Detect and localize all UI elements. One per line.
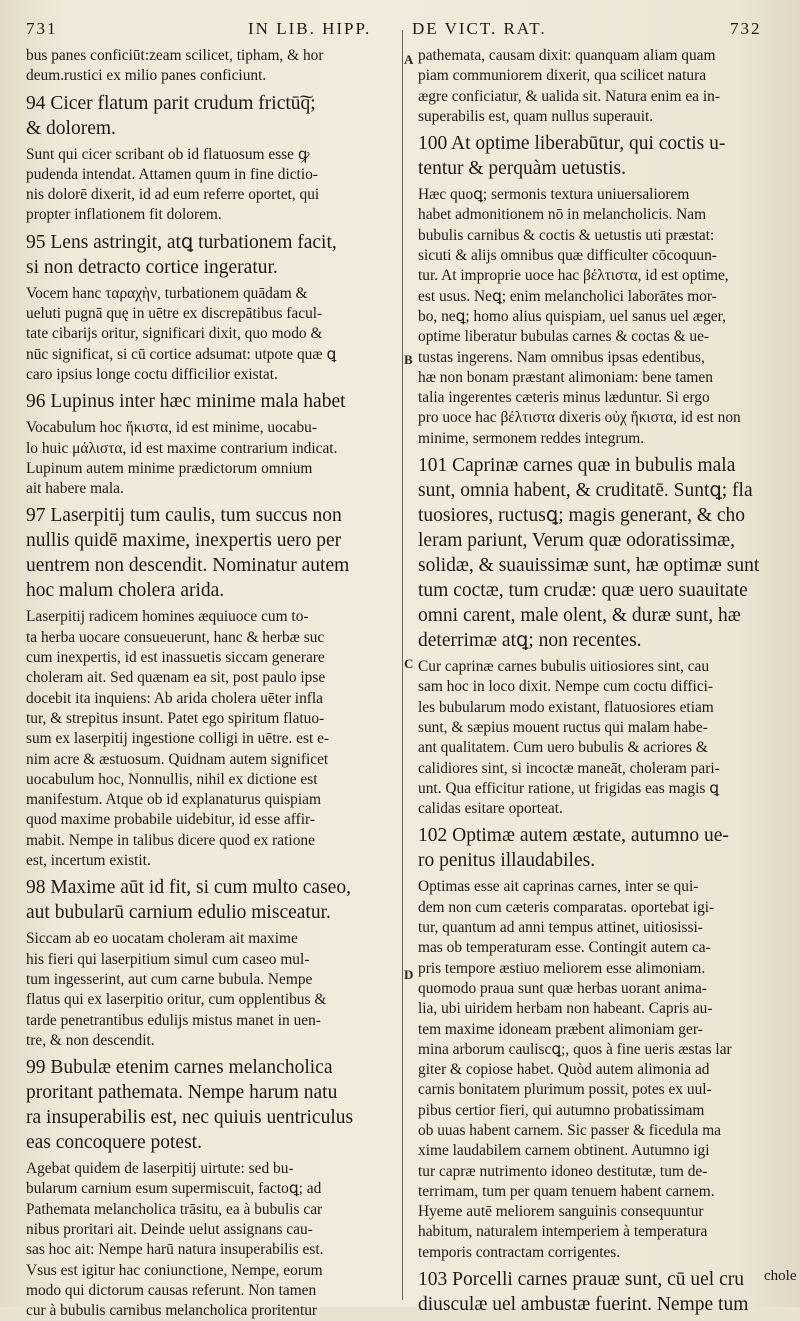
text-line: tur capræ nutrimento idoneo destitutæ, tum de- (418, 1162, 708, 1180)
text-line: 94 Cicer flatum parit crudum frictū͠q; (26, 92, 316, 114)
text-line: flatus qui ex laserpitio oritur, cum opplentibus & (26, 991, 327, 1009)
text-line: sas hoc ait: Nempe harū natura insuperabilis est. (26, 1241, 324, 1259)
commentary-block (26, 1159, 396, 1321)
text-line: proritant pathemata. Nempe harum natu (26, 1082, 338, 1104)
text-line: sunt, omnia habent, & cruditatē. Suntꝗ; fla (418, 480, 753, 502)
text-line: nūc significat, si cū cortice adsumat: utpote quæ ꝗ (26, 345, 337, 363)
text-line: ueluti pugnā quę in uētre ex discrepātibus facul- (26, 305, 323, 323)
commentary-block (26, 284, 396, 385)
right-text-column (418, 46, 788, 1316)
text-line: deum.rustici ex milio panes conficiunt. (26, 67, 267, 85)
text-line: Vocem hanc ταραχὴν, turbationem quādam & (26, 284, 308, 302)
text-line: nibus proritari ait. Deinde uelut assignans cau- (26, 1220, 313, 1238)
text-line: bularum carnium esum supermiscuit, factoꝗ; ad (26, 1180, 322, 1198)
text-line: est, incertum existit. (26, 852, 151, 870)
text-line: 99 Bubulæ etenim carnes melancholica (26, 1057, 333, 1079)
commentary-block (26, 46, 396, 87)
text-line: aut bubularū carnium edulio misceatur. (26, 902, 331, 924)
commentary-block (418, 877, 788, 1263)
text-line: 100 At optime liberabūtur, qui coctis u- (418, 133, 726, 155)
text-line: ta herba uocare consueuerunt, hanc & herbæ suc (26, 628, 325, 646)
page-number-left: 731 (26, 19, 58, 38)
text-line: habitum, naturalem intemperiem à temperatura (418, 1223, 708, 1241)
text-line: 102 Optimæ autem æstate, autumno ue- (418, 825, 729, 847)
text-line: bubulis carnibus & coctis & uetustis uti præstat: (418, 226, 715, 244)
text-line: 98 Maxime aūt id fit, si cum multo caseo, (26, 877, 351, 899)
commentary-block (26, 607, 396, 871)
text-line: choleram ait. Sed quænam ea sit, post paulo ipse (26, 669, 326, 687)
commentary-block (26, 929, 396, 1051)
text-line: mas ob temperaturam esse. Contingit autem ca- (418, 939, 711, 957)
text-line: Laserpitij radicem homines æquiuoce cum to- (26, 608, 309, 626)
running-header (0, 0, 800, 46)
aphorism-block (26, 1055, 396, 1155)
text-line: uocabulum hoc, Nonnullis, nihil ex dictione est (26, 770, 318, 788)
text-line: Lupinum autem minime prædictorum omnium (26, 459, 313, 477)
text-line: est usus. Neꝗ; enim melancholici laborātes mor- (418, 287, 717, 305)
text-line: quomodo praua sunt quæ herbas uorant anima- (418, 979, 707, 997)
text-line: piam communiorem dixerit, qua scilicet natura (418, 67, 707, 85)
text-line: les bubularum modo existant, flatuosiores etiam (418, 698, 714, 716)
text-line: hoc malum cholera arida. (26, 580, 225, 602)
aphorism-block (26, 503, 396, 603)
text-line: bus panes conficiūt:zeam scilicet, tipham, & hor (26, 47, 324, 64)
text-line: his fieri qui laserpitium simul cum caseo mul- (26, 950, 310, 968)
text-line: habet admonitionem nō in melancholicis. Nam (418, 206, 707, 224)
margin-letter-d: D (404, 967, 414, 982)
text-line: tur, quantum ad anni tempus attinet, uitiosissi- (418, 919, 703, 937)
text-line: minime, sermonem reddes integrum. (418, 429, 645, 447)
text-line: modo qui dictorum causas referunt. Non tamen (26, 1281, 317, 1299)
text-line: uentrem non descendit. Nominatur autem (26, 555, 350, 577)
text-line: sunt, & sæpius mouent ructus qui malam habe- (418, 718, 708, 736)
text-line: tate cibarijs oritur, significari dixit, quo modo & (26, 325, 323, 343)
left-text-column (26, 46, 396, 1320)
text-line: diusculæ uel ambustæ fuerint. Nempe tum (418, 1294, 749, 1316)
text-line: pibus certior fieri, qui autumno probatissimam (418, 1101, 705, 1119)
text-line: lo huic μάλιστα, id est maxime contrarium indicat. (26, 439, 338, 457)
column-divider (402, 30, 403, 1300)
running-head-right: DE VICT. RAT. (412, 19, 547, 38)
commentary-block (418, 46, 788, 127)
text-line: eas concoquere potest. (26, 1132, 202, 1154)
text-line: tur. At improprie uoce hac βέλτιστα, id est optime, (418, 267, 729, 285)
text-line: Sunt qui cicer scribant ob id flatuosum esse ꝙ (26, 145, 310, 163)
text-line: nis dolorē dixerit, id ad eum referre oportet, qui (26, 186, 320, 204)
text-line: pudenda intendat. Attamen quum in fine dictio- (26, 165, 318, 183)
text-line: manifestum. Atque ob id explanaturus quispiam (26, 791, 321, 809)
text-line: leram pariunt, Verum quæ odoratissimæ, (418, 530, 736, 552)
text-line: dem non cum cæteris comparatas. oportebat igi- (418, 898, 715, 916)
margin-letter-c: C (404, 656, 414, 671)
aphorism-block (26, 389, 396, 414)
text-line: tum ingesserint, aut cum carne bubula. Nempe (26, 970, 313, 988)
text-line: 96 Lupinus inter hæc minime mala habet (26, 391, 346, 413)
text-line: ob uuas habent carnem. Sic passer & ficedula ma (418, 1121, 722, 1139)
text-line: pris tempore æstiuo meliorem esse alimoniam. (418, 959, 706, 977)
text-line: Siccam ab eo uocatam choleram ait maxime (26, 930, 298, 948)
text-line: tem maxime idoneam præbent alimoniam ger- (418, 1020, 703, 1038)
text-line: cum inexpertis, id est inassuetis siccam generare (26, 649, 325, 667)
text-line: & dolorem. (26, 117, 116, 139)
text-line: solidæ, & suauissimæ sunt, hæ optimæ sunt (418, 555, 760, 577)
text-line: hæ non bonam præstant alimoniam: bene tamen (418, 368, 713, 386)
text-line: omni carent, male olent, & duræ sunt, hæ (418, 605, 741, 627)
text-line: 95 Lens astringit, atꝗ turbationem facit, (26, 231, 337, 253)
text-line: pro uoce hac βέλτιστα dixeris οὐχ ἥκιστα, id est non (418, 409, 741, 427)
text-line: Agebat quidem de laserpitij uirtute: sed bu- (26, 1160, 294, 1178)
text-line: ait habere mala. (26, 480, 124, 498)
aphorism-block (26, 91, 396, 141)
text-line: pathemata, causam dixit: quanquam aliam quam (418, 47, 716, 64)
text-line: unt. Qua efficitur ratione, ut frigidas eas magis ꝗ (418, 779, 719, 797)
text-line: ra insuperabilis est, nec quiuis uentriculus (26, 1107, 354, 1129)
text-line: tum coctæ, tum crudæ: quæ uero suauitate (418, 580, 748, 602)
aphorism-block (418, 453, 788, 653)
text-line: sum ex laserpitij ingestione colligi in uētre. est e- (26, 730, 330, 748)
text-line: calidiores sint, si incoctæ maneāt, choleram pari- (418, 759, 720, 777)
commentary-block (418, 657, 788, 819)
text-line: tustas ingerens. Nam omnibus ipsas edentibus, (418, 348, 705, 366)
text-line: Hyeme autē meliorem sanguinis consequuntur (418, 1203, 704, 1221)
text-line: si non detracto cortice ingeratur. (26, 256, 278, 278)
text-line: mabit. Nempe in talibus dicere quod ex ratione (26, 831, 315, 849)
text-line: deterrimæ atꝗ; non recentes. (418, 630, 642, 652)
text-line: bo, neꝗ; homo alius quispiam, uel sanus uel æger, (418, 307, 726, 325)
text-line: xime laudabilem carnem obtinent. Autumno igi (418, 1142, 710, 1160)
text-line: optime liberatur bubulas carnes & coctas & ue- (418, 328, 710, 346)
text-line: giter & copiose habet. Quòd autem alimonia ad (418, 1061, 710, 1079)
text-line: temporis contractam corrigentes. (418, 1243, 621, 1261)
text-line: carnis bonitatem plurimum possit, potes ex uul- (418, 1081, 712, 1099)
text-line: Pathemata melancholica trāsitu, ea à bubulis car (26, 1200, 323, 1218)
text-line: propter inflationem fit dolorem. (26, 206, 222, 224)
text-line: sicuti & alijs omnibus quæ difficulter cōcoquun- (418, 247, 717, 265)
text-line: Vsus est igitur hac coniunctione, Nempe, eorum (26, 1261, 323, 1279)
margin-letter-b: B (404, 352, 413, 367)
commentary-block (26, 145, 396, 226)
aphorism-block (418, 823, 788, 873)
text-line: 97 Laserpitij tum caulis, tum succus non (26, 505, 342, 527)
commentary-block (418, 185, 788, 449)
text-line: tentur & perquàm uetustis. (418, 158, 626, 180)
text-line: superabilis est, quam nullus superauit. (418, 107, 654, 125)
text-line: nim acre & æstuosum. Quidnam autem significet (26, 750, 329, 768)
text-line: tarde penetrantibus edulijs mistus manet in uen- (26, 1011, 321, 1029)
text-line: tre, & non descendit. (26, 1031, 155, 1049)
margin-letter-a: A (404, 52, 414, 67)
running-head-left: IN LIB. HIPP. (248, 19, 372, 38)
text-line: lia, ubi uiridem herbam non habeant. Capris au- (418, 1000, 713, 1018)
text-line: talia ingerentes cæteris minus læduntur. Si ergo (418, 389, 710, 407)
text-line: caro ipsius longe coctu difficilior existat. (26, 365, 278, 383)
aphorism-block (418, 131, 788, 181)
text-line: tuosiores, ructusꝗ; magis generant, & cho (418, 505, 746, 527)
text-line: 101 Caprinæ carnes quæ in bubulis mala (418, 455, 736, 477)
text-line: Hæc quoꝗ; sermonis textura uniuersaliorem (418, 186, 690, 204)
text-line: Cur caprinæ carnes bubulis uitiosiores sint, cau (418, 658, 710, 676)
text-line: sam hoc in loco dixit. Nempe cum coctu diffici- (418, 678, 714, 696)
text-line: Vocabulum hoc ἥκιστα, id est minime, uocabu- (26, 419, 317, 437)
text-line: ant qualitatem. Cum uero bubulis & acriores & (418, 739, 708, 757)
text-line: calidas esitare oporteat. (418, 800, 563, 818)
aphorism-block (418, 1267, 788, 1317)
text-line: docebit ita inquiens: Ab arida cholera uēter infla (26, 689, 324, 707)
commentary-block (26, 418, 396, 499)
text-line: mina arborum cauliscꝗ;, quos à fine ueris æstas lar (418, 1040, 732, 1058)
page-number-right: 732 (730, 19, 762, 38)
text-line: ægre conficiatur, & ualida sit. Natura enim ea in- (418, 87, 720, 105)
text-line: terrimam, tum per quam tenuem habent carnem. (418, 1182, 715, 1200)
text-line: nullis quidē maxime, inexpertis uero per (26, 530, 342, 552)
catchword: chole (764, 1268, 797, 1284)
text-line: Optimas esse ait caprinas carnes, inter se qui- (418, 878, 699, 896)
text-line: tur, & strepitus insunt. Patet ego spiritum flatuo- (26, 709, 325, 727)
aphorism-block (26, 875, 396, 925)
text-line: quod maxime probabile uidebitur, id esse affir- (26, 811, 315, 829)
text-line: cur à bubulis carnibus melancholica proritentur (26, 1302, 318, 1320)
text-line: ro penitus illaudabiles. (418, 850, 596, 872)
text-line: 103 Porcelli carnes prauæ sunt, cū uel cru (418, 1269, 744, 1291)
aphorism-block (26, 230, 396, 280)
